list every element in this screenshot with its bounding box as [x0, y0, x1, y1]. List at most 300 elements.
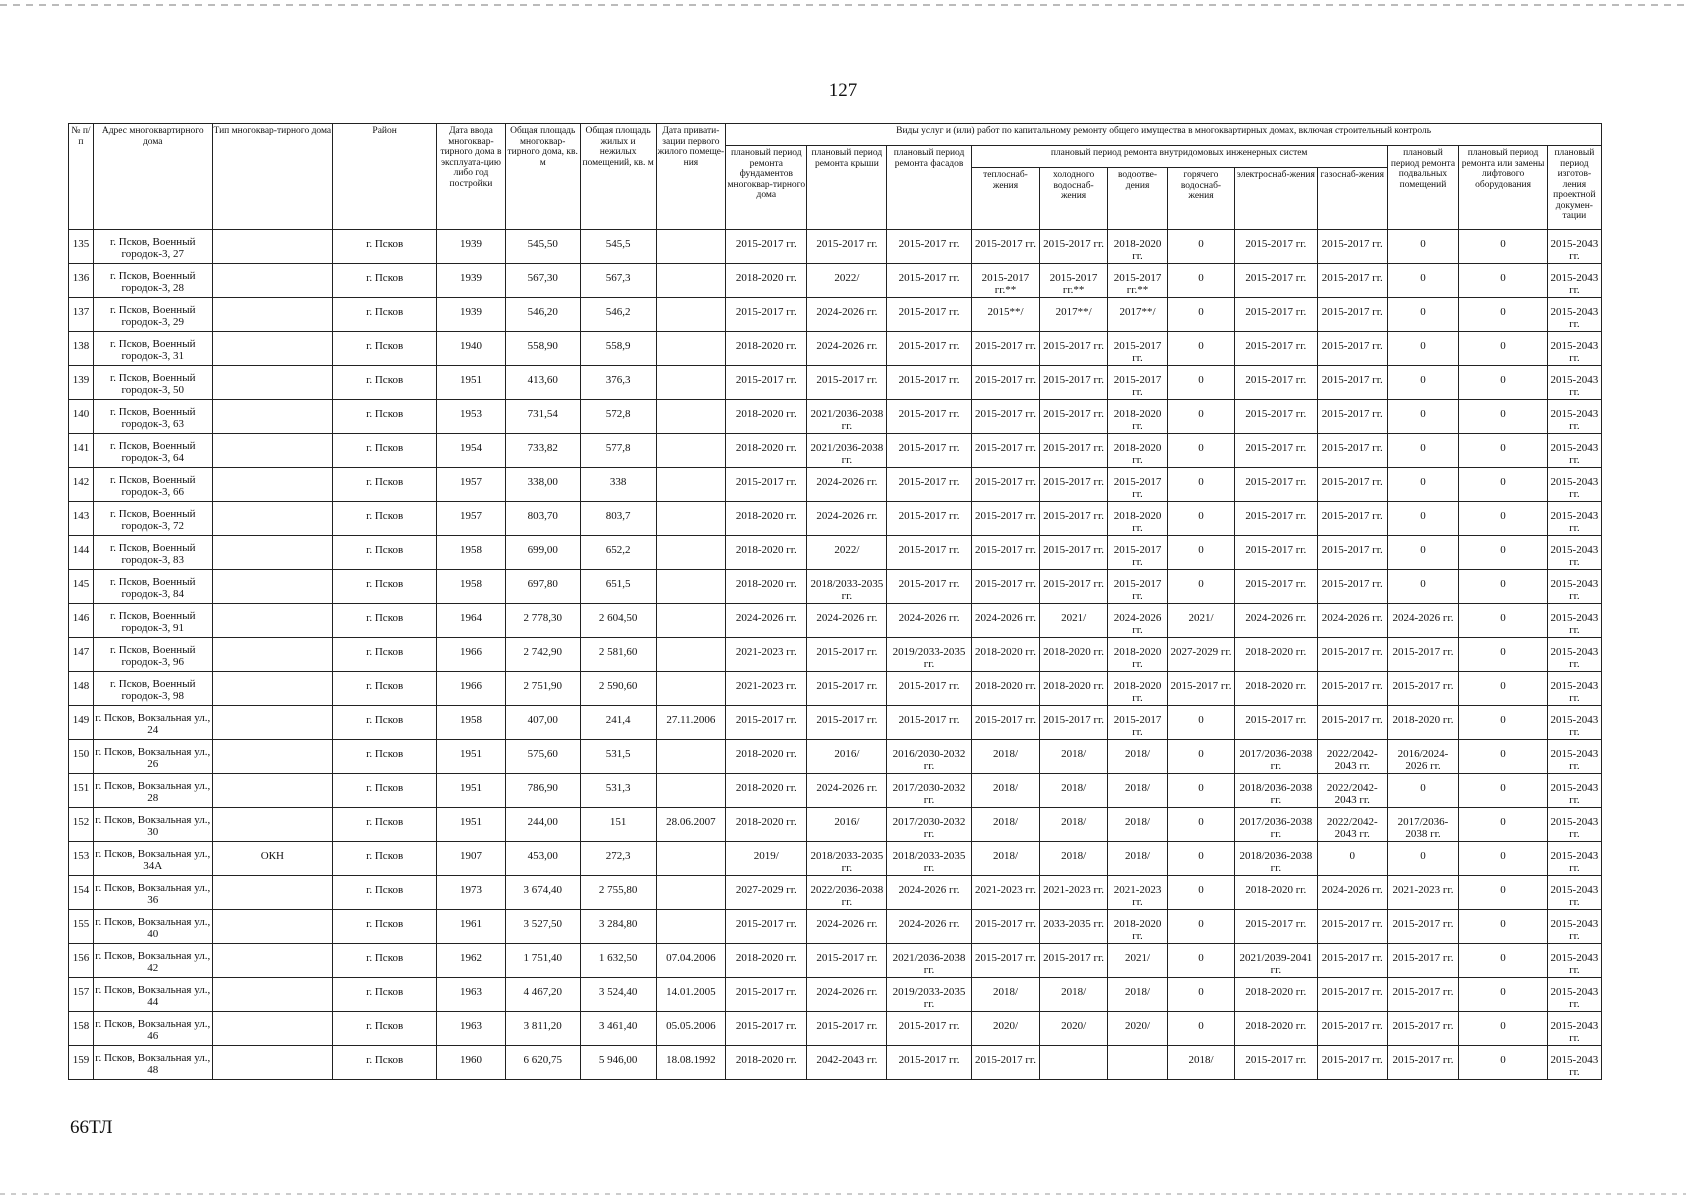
- cell-electric: 2015-2017 гг.: [1234, 332, 1317, 366]
- cell-facade: 2015-2017 гг.: [887, 366, 971, 400]
- cell-year: 1951: [437, 808, 506, 842]
- cell-hot-water: 2015-2017 гг.: [1168, 672, 1235, 706]
- cell-facade: 2015-2017 гг.: [887, 298, 971, 332]
- cell-elevator: 0: [1459, 366, 1547, 400]
- cell-design-docs: 2015-2043 гг.: [1547, 570, 1601, 604]
- table-row: [69, 842, 1602, 876]
- cell-hot-water: 0: [1168, 400, 1235, 434]
- cell-design-docs: 2015-2043 гг.: [1547, 808, 1601, 842]
- cell-address: г. Псков, Военный городок-3, 83: [93, 536, 212, 570]
- cell-basement: 2015-2017 гг.: [1387, 978, 1459, 1012]
- table-row: [69, 740, 1602, 774]
- table-row: [69, 366, 1602, 400]
- cell-design-docs: 2015-2043 гг.: [1547, 298, 1601, 332]
- cell-foundation: 2015-2017 гг.: [726, 366, 807, 400]
- cell-roof: 2024-2026 гг.: [807, 978, 887, 1012]
- cell-heat: 2015-2017 гг.: [971, 570, 1040, 604]
- header-hot-water: горячего водоснаб-жения: [1168, 168, 1235, 230]
- cell-design-docs: 2015-2043 гг.: [1547, 910, 1601, 944]
- cell-electric: 2015-2017 гг.: [1234, 1046, 1317, 1080]
- cell-living-area: 558,9: [580, 332, 656, 366]
- table-row: [69, 638, 1602, 672]
- cell-address: г. Псков, Военный городок-3, 50: [93, 366, 212, 400]
- cell-elevator: 0: [1459, 502, 1547, 536]
- cell-hot-water: 2027-2029 гг.: [1168, 638, 1235, 672]
- cell-foundation: 2021-2023 гг.: [726, 638, 807, 672]
- cell-year: 1939: [437, 298, 506, 332]
- cell-heat: 2015**/: [971, 298, 1040, 332]
- cell-hot-water: 0: [1168, 1012, 1235, 1046]
- cell-district: г. Псков: [333, 672, 437, 706]
- cell-privatization-date: 07.04.2006: [656, 944, 726, 978]
- cell-facade: 2015-2017 гг.: [887, 264, 971, 298]
- header-services-group: Виды услуг и (или) работ по капитальному ремонту общего имущества в многоквартирных домах, включая строительный контроль: [726, 124, 1602, 146]
- cell-privatization-date: [656, 842, 726, 876]
- cell-gas: 2015-2017 гг.: [1317, 536, 1387, 570]
- cell-district: г. Псков: [333, 876, 437, 910]
- cell-basement: 0: [1387, 536, 1459, 570]
- cell-elevator: 0: [1459, 774, 1547, 808]
- cell-elevator: 0: [1459, 468, 1547, 502]
- cell-roof: 2024-2026 гг.: [807, 604, 887, 638]
- cell-sewer: 2015-2017 гг.: [1107, 706, 1167, 740]
- cell-total-area: 546,20: [505, 298, 580, 332]
- table-row: [69, 876, 1602, 910]
- cell-heat: 2018/: [971, 978, 1040, 1012]
- cell-living-area: 338: [580, 468, 656, 502]
- cell-total-area: 545,50: [505, 230, 580, 264]
- table-row: [69, 706, 1602, 740]
- cell-year: 1973: [437, 876, 506, 910]
- cell-elevator: 0: [1459, 400, 1547, 434]
- cell-gas: 2015-2017 гг.: [1317, 1012, 1387, 1046]
- cell-num: 141: [69, 434, 94, 468]
- cell-district: г. Псков: [333, 468, 437, 502]
- cell-foundation: 2018-2020 гг.: [726, 332, 807, 366]
- header-design-docs: плановый период изготов-ления проектной докумен-тации: [1547, 146, 1601, 230]
- cell-address: г. Псков, Вокзальная ул., 36: [93, 876, 212, 910]
- cell-foundation: 2021-2023 гг.: [726, 672, 807, 706]
- cell-elevator: 0: [1459, 332, 1547, 366]
- cell-basement: 0: [1387, 502, 1459, 536]
- cell-privatization-date: [656, 774, 726, 808]
- table-row: [69, 808, 1602, 842]
- cell-roof: 2024-2026 гг.: [807, 332, 887, 366]
- cell-sewer: 2018-2020 гг.: [1107, 230, 1167, 264]
- cell-privatization-date: [656, 570, 726, 604]
- cell-elevator: 0: [1459, 1012, 1547, 1046]
- cell-facade: 2015-2017 гг.: [887, 230, 971, 264]
- table-row: [69, 1046, 1602, 1080]
- cell-total-area: 3 811,20: [505, 1012, 580, 1046]
- cell-hot-water: 0: [1168, 366, 1235, 400]
- cell-living-area: 531,3: [580, 774, 656, 808]
- cell-basement: 0: [1387, 774, 1459, 808]
- cell-cold-water: 2018-2020 гг.: [1040, 638, 1108, 672]
- cell-heat: 2015-2017 гг.: [971, 536, 1040, 570]
- cell-hot-water: 0: [1168, 910, 1235, 944]
- cell-privatization-date: [656, 264, 726, 298]
- cell-foundation: 2018-2020 гг.: [726, 400, 807, 434]
- cell-facade: 2024-2026 гг.: [887, 876, 971, 910]
- cell-living-area: 803,7: [580, 502, 656, 536]
- cell-design-docs: 2015-2043 гг.: [1547, 400, 1601, 434]
- cell-facade: 2024-2026 гг.: [887, 604, 971, 638]
- cell-cold-water: 2021/: [1040, 604, 1108, 638]
- cell-total-area: 731,54: [505, 400, 580, 434]
- cell-cold-water: 2018/: [1040, 978, 1108, 1012]
- cell-year: 1957: [437, 502, 506, 536]
- cell-address: г. Псков, Военный городок-3, 31: [93, 332, 212, 366]
- cell-roof: 2018/2033-2035 гг.: [807, 842, 887, 876]
- cell-cold-water: 2015-2017 гг.: [1040, 944, 1108, 978]
- cell-hot-water: 0: [1168, 774, 1235, 808]
- cell-basement: 2015-2017 гг.: [1387, 638, 1459, 672]
- cell-basement: 2015-2017 гг.: [1387, 672, 1459, 706]
- cell-design-docs: 2015-2043 гг.: [1547, 264, 1601, 298]
- cell-type: [212, 672, 333, 706]
- cell-address: г. Псков, Военный городок-3, 72: [93, 502, 212, 536]
- header-foundation: плановый период ремонта фундаментов многоквар-тирного дома: [726, 146, 807, 230]
- cell-elevator: 0: [1459, 536, 1547, 570]
- cell-roof: 2015-2017 гг.: [807, 944, 887, 978]
- cell-year: 1958: [437, 536, 506, 570]
- cell-gas: 2015-2017 гг.: [1317, 502, 1387, 536]
- table-row: [69, 434, 1602, 468]
- cell-electric: 2015-2017 гг.: [1234, 706, 1317, 740]
- cell-elevator: 0: [1459, 298, 1547, 332]
- footer-code: 66ТЛ: [70, 1117, 113, 1138]
- cell-privatization-date: [656, 332, 726, 366]
- cell-sewer: 2017**/: [1107, 298, 1167, 332]
- cell-gas: 2015-2017 гг.: [1317, 672, 1387, 706]
- cell-electric: 2015-2017 гг.: [1234, 570, 1317, 604]
- cell-hot-water: 0: [1168, 502, 1235, 536]
- cell-heat: 2015-2017 гг.: [971, 366, 1040, 400]
- cell-design-docs: 2015-2043 гг.: [1547, 978, 1601, 1012]
- cell-living-area: 577,8: [580, 434, 656, 468]
- cell-privatization-date: [656, 672, 726, 706]
- cell-sewer: 2018-2020 гг.: [1107, 910, 1167, 944]
- cell-num: 157: [69, 978, 94, 1012]
- cell-heat: 2015-2017 гг.: [971, 910, 1040, 944]
- cell-privatization-date: [656, 230, 726, 264]
- cell-heat: 2018/: [971, 740, 1040, 774]
- cell-sewer: 2015-2017 гг.: [1107, 332, 1167, 366]
- cell-address: г. Псков, Вокзальная ул., 44: [93, 978, 212, 1012]
- cell-num: 135: [69, 230, 94, 264]
- cell-address: г. Псков, Военный городок-3, 91: [93, 604, 212, 638]
- cell-gas: 2024-2026 гг.: [1317, 876, 1387, 910]
- cell-electric: 2018-2020 гг.: [1234, 672, 1317, 706]
- cell-electric: 2015-2017 гг.: [1234, 298, 1317, 332]
- cell-facade: 2015-2017 гг.: [887, 502, 971, 536]
- cell-roof: 2024-2026 гг.: [807, 910, 887, 944]
- table-row: [69, 1012, 1602, 1046]
- cell-electric: 2018-2020 гг.: [1234, 638, 1317, 672]
- cell-heat: 2015-2017 гг.: [971, 706, 1040, 740]
- cell-basement: 0: [1387, 230, 1459, 264]
- cell-elevator: 0: [1459, 264, 1547, 298]
- cell-facade: 2021/2036-2038 гг.: [887, 944, 971, 978]
- cell-total-area: 4 467,20: [505, 978, 580, 1012]
- cell-type: [212, 910, 333, 944]
- header-systems-group: плановый период ремонта внутридомовых инженерных систем: [971, 146, 1387, 168]
- cell-sewer: 2015-2017 гг.: [1107, 366, 1167, 400]
- cell-design-docs: 2015-2043 гг.: [1547, 434, 1601, 468]
- cell-address: г. Псков, Военный городок-3, 96: [93, 638, 212, 672]
- cell-facade: 2019/2033-2035 гг.: [887, 638, 971, 672]
- cell-type: [212, 468, 333, 502]
- cell-electric: 2015-2017 гг.: [1234, 910, 1317, 944]
- cell-hot-water: 0: [1168, 876, 1235, 910]
- cell-privatization-date: 18.08.1992: [656, 1046, 726, 1080]
- cell-sewer: 2018/: [1107, 740, 1167, 774]
- cell-foundation: 2015-2017 гг.: [726, 910, 807, 944]
- cell-district: г. Псков: [333, 570, 437, 604]
- cell-heat: 2021-2023 гг.: [971, 876, 1040, 910]
- cell-electric: 2017/2036-2038 гг.: [1234, 740, 1317, 774]
- header-privatization-date: Дата привати-зации первого жилого помеще-ния: [656, 124, 726, 230]
- cell-num: 144: [69, 536, 94, 570]
- cell-privatization-date: [656, 366, 726, 400]
- cell-total-area: 244,00: [505, 808, 580, 842]
- table-row: [69, 944, 1602, 978]
- cell-design-docs: 2015-2043 гг.: [1547, 332, 1601, 366]
- cell-design-docs: 2015-2043 гг.: [1547, 1012, 1601, 1046]
- cell-heat: 2018-2020 гг.: [971, 672, 1040, 706]
- cell-cold-water: 2018/: [1040, 774, 1108, 808]
- cell-total-area: 699,00: [505, 536, 580, 570]
- table-row: [69, 604, 1602, 638]
- cell-gas: 2015-2017 гг.: [1317, 944, 1387, 978]
- cell-cold-water: 2018/: [1040, 842, 1108, 876]
- header-cold-water: холодного водоснаб-жения: [1040, 168, 1108, 230]
- cell-roof: 2042-2043 гг.: [807, 1046, 887, 1080]
- cell-privatization-date: [656, 434, 726, 468]
- cell-type: [212, 876, 333, 910]
- cell-basement: 0: [1387, 570, 1459, 604]
- cell-gas: 2015-2017 гг.: [1317, 978, 1387, 1012]
- cell-sewer: 2015-2017 гг.: [1107, 468, 1167, 502]
- cell-year: 1961: [437, 910, 506, 944]
- cell-living-area: 151: [580, 808, 656, 842]
- table-row: [69, 774, 1602, 808]
- cell-design-docs: 2015-2043 гг.: [1547, 468, 1601, 502]
- cell-living-area: 572,8: [580, 400, 656, 434]
- cell-gas: 0: [1317, 842, 1387, 876]
- cell-facade: 2024-2026 гг.: [887, 910, 971, 944]
- cell-num: 145: [69, 570, 94, 604]
- cell-hot-water: 0: [1168, 536, 1235, 570]
- cell-privatization-date: [656, 604, 726, 638]
- cell-heat: 2018/: [971, 808, 1040, 842]
- cell-gas: 2015-2017 гг.: [1317, 706, 1387, 740]
- cell-foundation: 2018-2020 гг.: [726, 536, 807, 570]
- cell-living-area: 241,4: [580, 706, 656, 740]
- cell-hot-water: 0: [1168, 230, 1235, 264]
- cell-basement: 2018-2020 гг.: [1387, 706, 1459, 740]
- cell-num: 139: [69, 366, 94, 400]
- cell-facade: 2015-2017 гг.: [887, 706, 971, 740]
- header-sewer: водоотве-дения: [1107, 168, 1167, 230]
- cell-cold-water: 2015-2017 гг.: [1040, 570, 1108, 604]
- cell-electric: 2018/2036-2038 гг.: [1234, 842, 1317, 876]
- cell-cold-water: 2015-2017 гг.**: [1040, 264, 1108, 298]
- cell-total-area: 413,60: [505, 366, 580, 400]
- cell-hot-water: 0: [1168, 264, 1235, 298]
- cell-gas: 2015-2017 гг.: [1317, 570, 1387, 604]
- cell-type: [212, 400, 333, 434]
- cell-foundation: 2018-2020 гг.: [726, 808, 807, 842]
- cell-cold-water: 2033-2035 гг.: [1040, 910, 1108, 944]
- cell-heat: 2018/: [971, 774, 1040, 808]
- cell-foundation: 2015-2017 гг.: [726, 468, 807, 502]
- cell-electric: 2017/2036-2038 гг.: [1234, 808, 1317, 842]
- cell-district: г. Псков: [333, 230, 437, 264]
- cell-district: г. Псков: [333, 604, 437, 638]
- cell-num: 156: [69, 944, 94, 978]
- cell-elevator: 0: [1459, 230, 1547, 264]
- cell-total-area: 2 742,90: [505, 638, 580, 672]
- cell-heat: 2015-2017 гг.: [971, 944, 1040, 978]
- cell-facade: 2015-2017 гг.: [887, 400, 971, 434]
- cell-total-area: 558,90: [505, 332, 580, 366]
- cell-facade: 2015-2017 гг.: [887, 434, 971, 468]
- cell-cold-water: 2015-2017 гг.: [1040, 434, 1108, 468]
- cell-living-area: 3 524,40: [580, 978, 656, 1012]
- cell-cold-water: 2021-2023 гг.: [1040, 876, 1108, 910]
- cell-design-docs: 2015-2043 гг.: [1547, 604, 1601, 638]
- cell-design-docs: 2015-2043 гг.: [1547, 672, 1601, 706]
- cell-year: 1963: [437, 978, 506, 1012]
- cell-roof: 2015-2017 гг.: [807, 366, 887, 400]
- cell-total-area: 2 751,90: [505, 672, 580, 706]
- cell-district: г. Псков: [333, 808, 437, 842]
- header-commission-date: Дата ввода многоквар-тирного дома в эксплуата-цию либо год постройки: [437, 124, 506, 230]
- cell-basement: 0: [1387, 298, 1459, 332]
- cell-district: г. Псков: [333, 1012, 437, 1046]
- cell-foundation: 2015-2017 гг.: [726, 706, 807, 740]
- cell-total-area: 733,82: [505, 434, 580, 468]
- cell-total-area: 1 751,40: [505, 944, 580, 978]
- cell-year: 1939: [437, 230, 506, 264]
- table-body: [69, 230, 1602, 1080]
- cell-living-area: 652,2: [580, 536, 656, 570]
- cell-heat: 2015-2017 гг.**: [971, 264, 1040, 298]
- cell-district: г. Псков: [333, 978, 437, 1012]
- cell-address: г. Псков, Военный городок-3, 27: [93, 230, 212, 264]
- cell-design-docs: 2015-2043 гг.: [1547, 536, 1601, 570]
- table-row: [69, 570, 1602, 604]
- cell-cold-water: 2015-2017 гг.: [1040, 536, 1108, 570]
- cell-gas: 2015-2017 гг.: [1317, 366, 1387, 400]
- cell-year: 1951: [437, 366, 506, 400]
- cell-foundation: 2018-2020 гг.: [726, 434, 807, 468]
- cell-privatization-date: [656, 298, 726, 332]
- cell-roof: 2021/2036-2038 гг.: [807, 400, 887, 434]
- cell-living-area: 272,3: [580, 842, 656, 876]
- header-type: Тип многоквар-тирного дома: [212, 124, 333, 230]
- cell-gas: 2022/2042-2043 гг.: [1317, 740, 1387, 774]
- cell-electric: 2024-2026 гг.: [1234, 604, 1317, 638]
- cell-year: 1907: [437, 842, 506, 876]
- cell-basement: 0: [1387, 842, 1459, 876]
- cell-heat: 2015-2017 гг.: [971, 468, 1040, 502]
- cell-num: 155: [69, 910, 94, 944]
- cell-living-area: 1 632,50: [580, 944, 656, 978]
- cell-gas: 2024-2026 гг.: [1317, 604, 1387, 638]
- cell-living-area: 2 755,80: [580, 876, 656, 910]
- cell-district: г. Псков: [333, 842, 437, 876]
- cell-cold-water: 2015-2017 гг.: [1040, 366, 1108, 400]
- cell-district: г. Псков: [333, 434, 437, 468]
- cell-district: г. Псков: [333, 536, 437, 570]
- cell-hot-water: 0: [1168, 570, 1235, 604]
- capital-repair-table: [68, 123, 1602, 1080]
- cell-roof: 2024-2026 гг.: [807, 774, 887, 808]
- cell-sewer: 2018-2020 гг.: [1107, 638, 1167, 672]
- cell-num: 147: [69, 638, 94, 672]
- cell-privatization-date: 05.05.2006: [656, 1012, 726, 1046]
- cell-elevator: 0: [1459, 808, 1547, 842]
- cell-design-docs: 2015-2043 гг.: [1547, 774, 1601, 808]
- cell-total-area: 567,30: [505, 264, 580, 298]
- cell-district: г. Псков: [333, 774, 437, 808]
- cell-gas: 2015-2017 гг.: [1317, 230, 1387, 264]
- cell-facade: 2016/2030-2032 гг.: [887, 740, 971, 774]
- cell-total-area: 2 778,30: [505, 604, 580, 638]
- cell-address: г. Псков, Военный городок-3, 64: [93, 434, 212, 468]
- scan-edge-bottom: [0, 1193, 1686, 1195]
- cell-num: 146: [69, 604, 94, 638]
- cell-foundation: 2015-2017 гг.: [726, 978, 807, 1012]
- cell-address: г. Псков, Вокзальная ул., 28: [93, 774, 212, 808]
- cell-total-area: 6 620,75: [505, 1046, 580, 1080]
- cell-electric: 2015-2017 гг.: [1234, 230, 1317, 264]
- cell-total-area: 803,70: [505, 502, 580, 536]
- cell-electric: 2018-2020 гг.: [1234, 1012, 1317, 1046]
- cell-district: г. Псков: [333, 910, 437, 944]
- cell-heat: 2015-2017 гг.: [971, 1046, 1040, 1080]
- cell-facade: 2017/2030-2032 гг.: [887, 774, 971, 808]
- cell-type: [212, 808, 333, 842]
- cell-hot-water: 0: [1168, 740, 1235, 774]
- cell-address: г. Псков, Военный городок-3, 63: [93, 400, 212, 434]
- cell-foundation: 2024-2026 гг.: [726, 604, 807, 638]
- cell-num: 137: [69, 298, 94, 332]
- cell-year: 1939: [437, 264, 506, 298]
- cell-privatization-date: [656, 876, 726, 910]
- cell-num: 143: [69, 502, 94, 536]
- cell-electric: 2018-2020 гг.: [1234, 876, 1317, 910]
- cell-sewer: 2015-2017 гг.**: [1107, 264, 1167, 298]
- cell-basement: 2015-2017 гг.: [1387, 1046, 1459, 1080]
- cell-privatization-date: 28.06.2007: [656, 808, 726, 842]
- cell-district: г. Псков: [333, 1046, 437, 1080]
- cell-hot-water: 0: [1168, 944, 1235, 978]
- table-row: [69, 400, 1602, 434]
- cell-heat: 2018-2020 гг.: [971, 638, 1040, 672]
- cell-type: [212, 944, 333, 978]
- cell-num: 152: [69, 808, 94, 842]
- cell-total-area: 407,00: [505, 706, 580, 740]
- cell-living-area: 546,2: [580, 298, 656, 332]
- cell-elevator: 0: [1459, 672, 1547, 706]
- cell-type: [212, 502, 333, 536]
- cell-basement: 2015-2017 гг.: [1387, 944, 1459, 978]
- cell-year: 1953: [437, 400, 506, 434]
